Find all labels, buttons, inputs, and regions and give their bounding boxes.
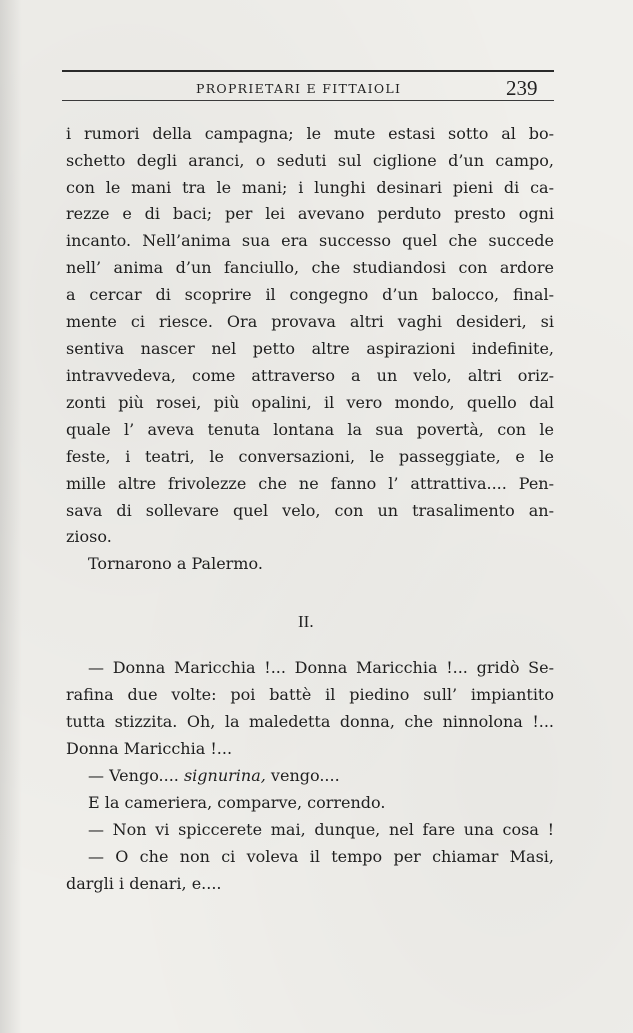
- text-line: zioso.: [66, 527, 112, 546]
- section-number: II.: [298, 612, 314, 631]
- page-number: 239: [506, 76, 538, 100]
- text-line: quale l’ aveva tenuta lontana la sua povertà, con le: [66, 420, 554, 439]
- dialogue-line: [88, 766, 340, 786]
- dialogue-line: tutta stizzita. Oh, la maledetta donna, che ninnolona !...: [66, 712, 554, 731]
- text-line: a cercar di scoprire il congegno d’un balocco, final-: [66, 285, 554, 304]
- dialogue-italic-word: signurina,: [183, 766, 266, 785]
- page-gutter-shadow: [0, 0, 22, 1033]
- dialogue-line: — O che non ci voleva il tempo per chiamar Masi,: [88, 847, 554, 866]
- text-line: Tornarono a Palermo.: [88, 554, 263, 573]
- running-title: PROPRIETARI E FITTAIOLI: [196, 81, 402, 96]
- text-line: mille altre frivolezze che ne fanno l’ attrattiva.... Pen-: [66, 474, 554, 493]
- dialogue-line: Donna Maricchia !...: [66, 739, 233, 758]
- dialogue-line: — Donna Maricchia !... Donna Maricchia !... gridò Se-: [88, 658, 554, 677]
- dialogue-line: — Non vi spiccerete mai, dunque, nel fare una cosa !: [88, 820, 554, 839]
- text-line: sentiva nascer nel petto altre aspirazioni indefinite,: [66, 339, 554, 358]
- header-rule-bottom: [62, 100, 554, 101]
- dialogue-line: E la cameriera, comparve, correndo.: [88, 793, 386, 812]
- text-line: rezze e di baci; per lei avevano perduto presto ogni: [66, 204, 554, 223]
- dialogue-line: dargli i denari, e....: [66, 874, 222, 893]
- text-line: zonti più rosei, più opalini, il vero mondo, quello dal: [66, 393, 554, 412]
- text-line: feste, i teatri, le conversazioni, le passeggiate, e le: [66, 447, 554, 466]
- dialogue-fragment: vengo....: [265, 766, 340, 785]
- text-line: con le mani tra le mani; i lunghi desinari pieni di ca-: [66, 178, 554, 197]
- text-line: schetto degli aranci, o seduti sul ciglione d’un campo,: [66, 151, 554, 170]
- text-line: nell’ anima d’un fanciullo, che studiandosi con ardore: [66, 258, 554, 277]
- text-line: mente ci riesce. Ora provava altri vaghi desideri, si: [66, 312, 554, 331]
- text-line: incanto. Nell’anima sua era successo quel che succede: [66, 231, 554, 250]
- dialogue-fragment: — Vengo....: [88, 766, 184, 785]
- text-line: sava di sollevare quel velo, con un trasalimento an-: [66, 501, 554, 520]
- text-line: i rumori della campagna; le mute estasi sotto al bo-: [66, 124, 554, 143]
- dialogue-line: rafina due volte: poi battè il piedino sull’ impiantito: [66, 685, 554, 704]
- text-line: intravvedeva, come attraverso a un velo, altri oriz-: [66, 366, 554, 385]
- header-rule-top: [62, 70, 554, 72]
